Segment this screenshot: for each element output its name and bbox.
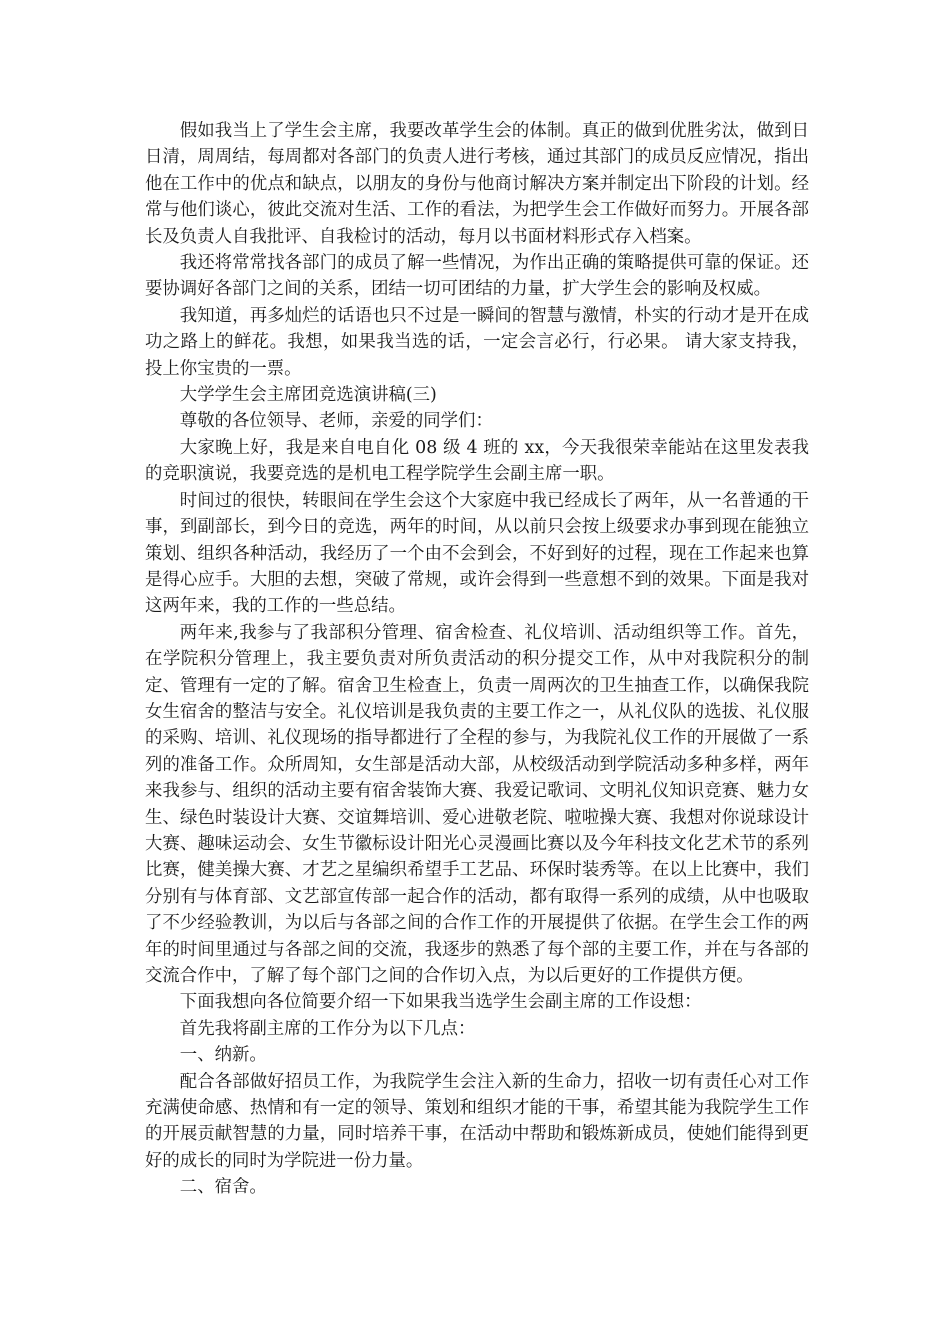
- paragraph-closing-appeal: 我知道，再多灿烂的话语也只不过是一瞬间的智慧与激情，朴实的行动才是开在成功之路上的鲜花。我想，如果我当选的话，一定会言必行，行必果。 请大家支持我，投上你宝贵的一票。: [145, 305, 809, 379]
- paragraph-recruitment: 配合各部做好招员工作，为我院学生会注入新的生命力，招收一切有责任心对工作充满使命感、热情和有一定的领导、策划和组织才能的干事，希望其能为我院学生工作的开展贡献智慧的力量，同时培养干事，在活动中帮助和锻炼新成员，使她们能得到更好的成长的同时为学院进一份力量。: [145, 1071, 809, 1171]
- heading-recruitment: 一、纳新。: [179, 1045, 267, 1066]
- paragraph-self-introduction: 大家晚上好，我是来自电自化 08 级 4 班的 xx，今天我很荣幸能站在这里发表我的竞职演说，我要竞选的是机电工程学院学生会副主席一职。: [145, 437, 809, 485]
- heading-dormitory: 二、宿舍。: [179, 1177, 267, 1198]
- paragraph-two-years-growth: 时间过的很快，转眼间在学生会这个大家庭中我已经成长了两年，从一名普通的干事，到副部长，到今日的竞选，两年的时间，从以前只会按上级要求办事到现在能独立策划、组织各种活动，我经历了一个由不会到会，不好到好的过程，现在工作起来也算是得心应手。大胆的去想，突破了常规，或许会得到一些意想不到的效果。下面是我对这两年来，我的工作的一些总结。: [145, 490, 809, 617]
- paragraph-plan-points-intro: 首先我将副主席的工作分为以下几点：: [179, 1018, 476, 1039]
- paragraph-work-summary: 两年来,我参与了我部积分管理、宿舍检查、礼仪培训、活动组织等工作。首先，在学院积分管理上，我主要负责对所负责活动的积分提交工作，从中对我院积分的制定、管理有一定的了解。宿舍卫生检查上，负责一周两次的卫生抽查工作，以确保我院女生宿舍的整洁与安全。礼仪培训是我负责的主要工作之一，从礼仪队的选拔、礼仪服的采购、培训、礼仪现场的指导都进行了全程的参与，为我院礼仪工作的开展做了一系列的准备工作。众所周知，女生部是活动大部，从校级活动到学院活动多种多样，两年来我参与、组织的活动主要有宿舍装饰大赛、我爱记歌词、文明礼仪知识竞赛、魅力女生、绿色时装设计大赛、交谊舞培训、爱心进敬老院、啦啦操大赛、我想对你说球设计大赛、趣味运动会、女生节徽标设计阳光心灵漫画比赛以及今年科技文化艺术节的系列比赛，健美操大赛、才艺之星编织希望手工艺品、环保时装秀等。在以上比赛中，我们分别有与体育部、文艺部宣传部一起合作的活动，都有取得一系列的成绩，从中也吸取了不少经验教训，为以后与各部之间的合作工作的开展提供了依据。在学生会工作的两年的时间里通过与各部之间的交流，我逐步的熟悉了每个部的主要工作，并在与各部的交流合作中，了解了每个部门之间的合作切入点，为以后更好的工作提供方便。: [145, 622, 809, 986]
- paragraph-work-plan-intro: 下面我想向各位简要介绍一下如果我当选学生会副主席的工作设想：: [179, 992, 702, 1013]
- paragraph-reform-plan: 假如我当上了学生会主席，我要改革学生会的体制。真正的做到优胜劣汰，做到日日清，周周结，每周都对各部门的负责人进行考核，通过其部门的成员反应情况，指出他在工作中的优点和缺点，以朋友的身份与他商讨解决方案并制定出下阶段的计划。经常与他们谈心，彼此交流对生活、工作的看法，为把学生会工作做好而努力。开展各部长及负责人自我批评、自我检讨的活动，每月以书面材料形式存入档案。: [145, 121, 809, 247]
- document-body: [145, 118, 809, 1201]
- section-title-speech-three: 大学学生会主席团竞选演讲稿(三): [179, 385, 437, 406]
- salutation: 尊敬的各位领导、老师，亲爱的同学们：: [179, 411, 493, 432]
- paragraph-department-coordination: 我还将常常找各部门的成员了解一些情况，为作出正确的策略提供可靠的保证。还要协调好各部门之间的关系，团结一切可团结的力量，扩大学生会的影响及权威。: [145, 253, 809, 300]
